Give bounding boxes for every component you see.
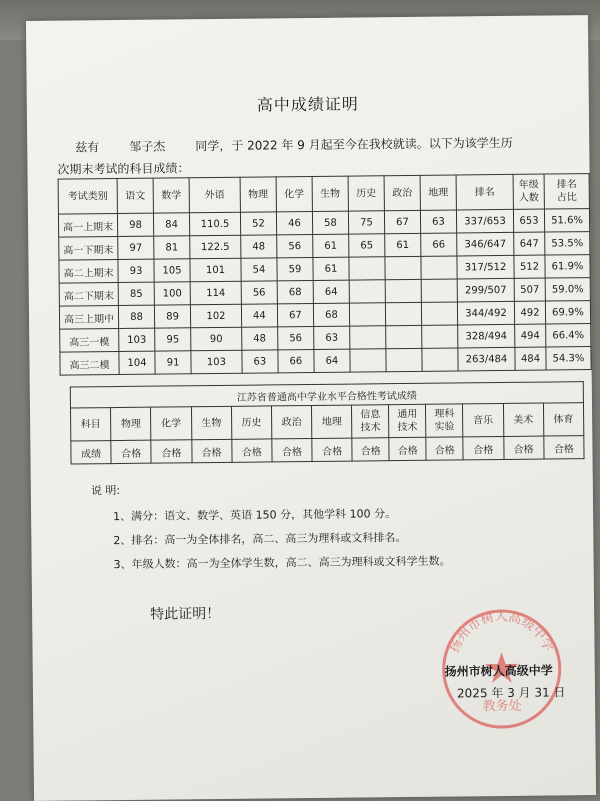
score-cell [386, 348, 422, 371]
intro-line [75, 134, 513, 156]
level-test-subject-row [70, 403, 583, 441]
score-cell [421, 302, 457, 325]
header-cell: 物理 [240, 177, 276, 212]
score-cell [422, 348, 458, 371]
header-cell: 年级 人数 [513, 174, 544, 209]
score-cell [349, 280, 385, 303]
result-cell: 合格 [352, 438, 389, 461]
intro-text: 同学，于 2022 年 9 月起至今在我校就读。以下为该学生历 [195, 135, 513, 154]
level-test-table [70, 381, 585, 464]
score-cell: 101 [190, 258, 241, 282]
result-cell: 合格 [389, 437, 426, 460]
score-cell: 61.9% [545, 255, 590, 278]
seal-bottom-text: 教务处 [482, 698, 522, 715]
score-cell: 54.3% [546, 347, 591, 370]
result-cell: 合格 [191, 439, 231, 462]
score-cell: 110.5 [189, 212, 240, 236]
table-row [60, 347, 591, 376]
intro-prefix: 兹有 [75, 140, 100, 155]
header-cell: 政治 [384, 175, 420, 210]
score-cell: 88 [118, 305, 154, 328]
subject-cell: 信息 技术 [352, 405, 389, 438]
header-cell: 排名 [456, 174, 513, 210]
header-cell: 数学 [153, 178, 189, 213]
score-cell: 69.9% [545, 301, 590, 324]
result-cell: 合格 [426, 437, 463, 460]
score-cell: 56 [241, 281, 277, 304]
header-cell: 排名 占比 [544, 174, 589, 209]
score-cell [349, 303, 385, 326]
score-cell: 48 [242, 327, 278, 350]
subject-cell: 化学 [151, 407, 192, 440]
score-cell [422, 325, 458, 348]
score-cell: 114 [190, 281, 241, 305]
score-cell [421, 256, 457, 279]
score-cell [385, 302, 421, 325]
score-cell: 63 [314, 326, 350, 349]
result-cell: 合格 [503, 436, 543, 459]
score-cell [385, 279, 421, 302]
result-cell: 合格 [312, 438, 352, 461]
result-cell: 合格 [543, 436, 584, 459]
intro-line-2: 次期末考试的科目成绩： [57, 161, 190, 177]
score-cell: 59.0% [545, 278, 590, 301]
issue-date: 2025 年 3 月 31 日 [456, 685, 566, 701]
score-cell: 484 [515, 347, 546, 370]
score-cell: 102 [190, 304, 241, 328]
result-cell: 合格 [151, 440, 191, 463]
score-cell: 56 [278, 326, 314, 349]
score-cell: 67 [384, 210, 420, 233]
exam-category-cell: 高三一模 [60, 329, 119, 353]
exam-category-cell: 高三二模 [60, 352, 119, 376]
header-cell: 历史 [348, 176, 384, 211]
student-name: 邹子杰 [129, 139, 166, 154]
score-cell: 61 [385, 233, 421, 256]
score-cell: 63 [242, 350, 278, 373]
score-cell [349, 257, 385, 280]
score-cell: 54 [241, 258, 277, 281]
header-cell: 化学 [276, 176, 312, 211]
exam-category-cell: 高二上期末 [59, 260, 118, 284]
score-cell [385, 256, 421, 279]
score-cell: 68 [313, 303, 349, 326]
subject-cell: 历史 [231, 406, 272, 439]
seal-top-text: 扬州市树人高级中学 [447, 609, 556, 656]
score-cell: 103 [119, 328, 155, 351]
subject-cell: 体育 [543, 403, 584, 436]
header-cell: 地理 [420, 175, 456, 210]
grades-header-row [58, 174, 589, 215]
level-test-caption: 江苏省普通高中学业水平合格性考试成绩 [70, 382, 583, 408]
score-cell: 98 [117, 213, 153, 236]
score-cell: 61 [313, 234, 349, 257]
score-cell [421, 279, 457, 302]
score-cell: 51.6% [544, 209, 589, 232]
score-cell: 59 [277, 257, 313, 280]
score-cell: 48 [241, 235, 277, 258]
document-title: 高中成绩证明 [256, 94, 359, 115]
score-cell: 75 [348, 211, 384, 234]
subject-cell: 理科 实验 [426, 404, 463, 437]
score-cell: 64 [313, 280, 349, 303]
score-cell: 104 [119, 351, 155, 374]
score-cell: 68 [277, 280, 313, 303]
score-cell: 58 [312, 211, 348, 234]
subject-cell: 生物 [191, 406, 232, 439]
result-header-label: 成绩 [71, 441, 111, 464]
score-cell: 263/484 [458, 347, 515, 371]
score-cell: 85 [118, 282, 154, 305]
score-cell: 66 [278, 349, 314, 372]
result-cell: 合格 [463, 436, 503, 459]
score-cell: 299/507 [457, 278, 514, 302]
score-cell: 344/492 [457, 301, 514, 325]
certify-text: 特此证明！ [150, 605, 221, 623]
level-test-result-row [71, 436, 584, 464]
subject-cell: 政治 [271, 405, 312, 438]
certificate-paper [26, 15, 596, 801]
score-cell [350, 326, 386, 349]
score-cell: 63 [420, 210, 456, 233]
score-cell: 494 [515, 324, 546, 347]
note-item: 3、年级人数：高一为全体学生数，高二、高三为理科或文科学生数。 [113, 554, 451, 572]
score-cell: 90 [191, 327, 242, 351]
subject-cell: 音乐 [463, 403, 504, 436]
score-cell: 93 [118, 259, 154, 282]
score-cell: 122.5 [190, 235, 241, 259]
score-cell: 317/512 [457, 255, 514, 279]
score-cell: 512 [514, 255, 545, 278]
score-cell [386, 325, 422, 348]
score-cell: 328/494 [458, 324, 515, 348]
score-cell: 100 [154, 282, 190, 305]
header-cell: 外语 [189, 177, 240, 213]
score-cell: 105 [154, 259, 190, 282]
exam-category-cell: 高二下期末 [59, 283, 118, 307]
subject-cell: 地理 [312, 405, 353, 438]
score-cell: 89 [154, 305, 190, 328]
result-cell: 合格 [111, 440, 151, 463]
exam-category-cell: 高一上期末 [58, 214, 117, 238]
subject-cell: 物理 [111, 407, 152, 440]
grades-table-body [58, 209, 591, 376]
score-cell: 56 [277, 234, 313, 257]
header-cell: 语文 [117, 178, 153, 213]
score-cell: 492 [514, 301, 545, 324]
exam-category-cell: 高三上期中 [59, 306, 118, 330]
notes-heading: 说 明: [90, 484, 121, 498]
score-cell: 53.5% [545, 232, 590, 255]
subject-cell: 美术 [503, 403, 544, 436]
score-cell: 647 [514, 232, 545, 255]
header-cell: 生物 [312, 176, 348, 211]
note-item: 1、满分：语文、数学、英语 150 分，其他学科 100 分。 [113, 507, 397, 524]
score-cell: 64 [314, 349, 350, 372]
score-cell: 66 [421, 233, 457, 256]
school-name: 扬州市树人高级中学 [444, 663, 553, 679]
score-cell: 65 [349, 234, 385, 257]
grades-table [58, 173, 592, 376]
score-cell: 44 [241, 304, 277, 327]
score-cell: 67 [277, 303, 313, 326]
score-cell: 52 [240, 212, 276, 235]
score-cell: 103 [191, 350, 242, 374]
score-cell: 91 [155, 351, 191, 374]
subject-cell: 通用 技术 [389, 404, 426, 437]
exam-category-cell: 高一下期末 [59, 237, 118, 261]
note-item: 2、排名：高一为全体排名，高二、高三为理科或文科排名。 [113, 531, 407, 548]
score-cell: 337/653 [456, 209, 513, 233]
score-cell: 81 [154, 236, 190, 259]
score-cell: 95 [155, 328, 191, 351]
result-cell: 合格 [272, 438, 312, 461]
score-cell [350, 349, 386, 372]
score-cell: 97 [118, 236, 154, 259]
subject-header-label: 科目 [70, 408, 111, 441]
score-cell: 46 [276, 211, 312, 234]
result-cell: 合格 [232, 439, 272, 462]
score-cell: 507 [514, 278, 545, 301]
score-cell: 653 [513, 209, 544, 232]
score-cell: 66.4% [546, 324, 591, 347]
score-cell: 84 [153, 213, 189, 236]
score-cell: 61 [313, 257, 349, 280]
header-cell: 考试类别 [58, 179, 117, 215]
score-cell: 346/647 [457, 232, 514, 256]
